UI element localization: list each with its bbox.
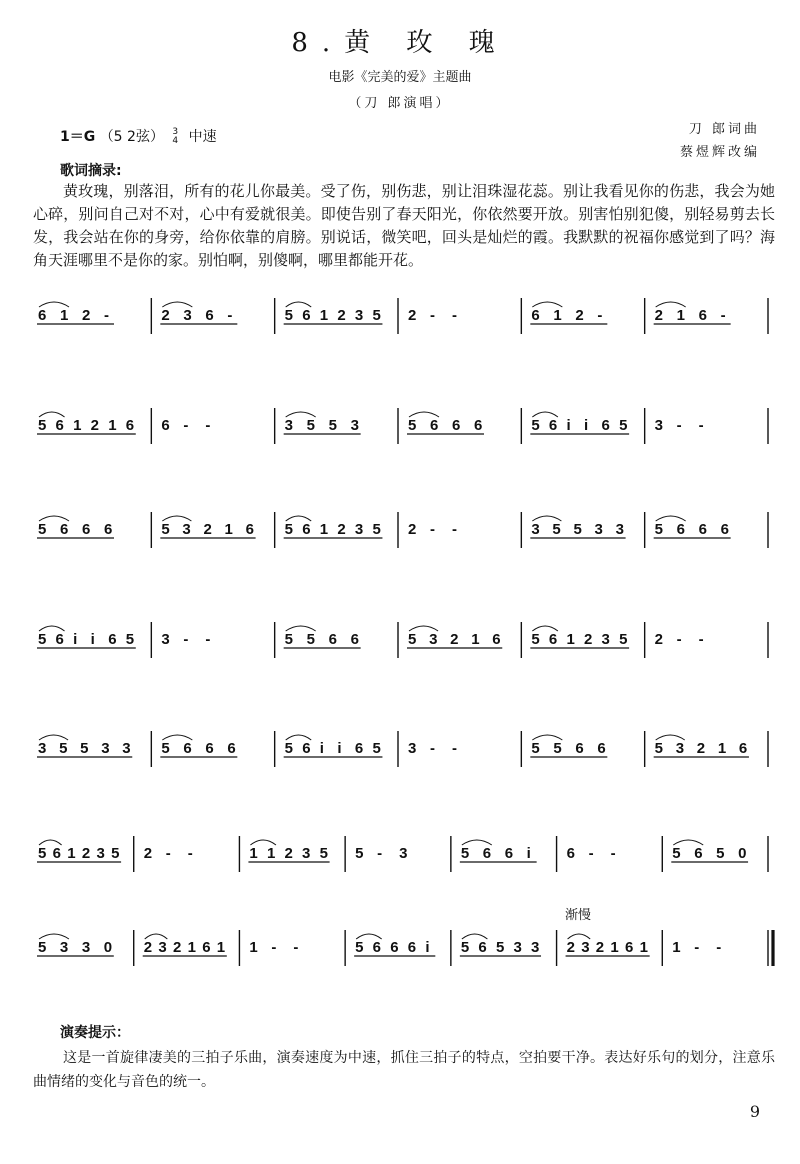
score-note: 1: [566, 631, 575, 648]
tuning-label: （5 2弦）: [99, 129, 164, 145]
song-subtitle: 电影《完美的爱》主题曲: [328, 70, 472, 85]
score-note: 1: [553, 307, 562, 324]
song-title: 8.黄 玫 瑰: [291, 28, 509, 58]
score-note: -: [676, 417, 682, 434]
score-note: 5: [619, 631, 628, 648]
score-note: 5: [372, 307, 381, 324]
score-note: -: [610, 845, 616, 862]
score-note: 2: [143, 939, 153, 956]
score-note: 1: [319, 521, 329, 538]
score-note: -: [698, 631, 704, 648]
score-note: 5: [408, 417, 417, 434]
score-note: 5: [319, 845, 328, 862]
score-note: 2: [82, 307, 91, 324]
score-note: -: [293, 939, 299, 956]
score-note: 2: [408, 307, 417, 324]
score-note: i: [526, 845, 531, 862]
score-note: 6: [698, 521, 708, 538]
score-note: 5: [460, 845, 470, 862]
score-note: 6: [566, 845, 575, 862]
score-note: -: [205, 417, 211, 434]
score-note: 6: [104, 521, 113, 538]
score-note: 1: [249, 845, 258, 862]
score-row-svg: [30, 508, 770, 552]
score-note: 1: [249, 939, 258, 956]
score-note: 3: [161, 631, 170, 648]
score-note: 6: [60, 521, 69, 538]
score-note: 6: [738, 740, 748, 757]
lyrics-heading: 歌词摘录:: [60, 163, 122, 179]
score-note: 3: [96, 845, 105, 862]
score-note: i: [319, 740, 324, 757]
score-note: 2: [172, 939, 182, 956]
score-note: 3: [513, 939, 522, 956]
score-note: 1: [672, 939, 681, 956]
performance-text: 这是一首旋律凄美的三拍子乐曲，演奏速度为中速，抓住三拍子的特点，空拍要干净。表达好乐句的划分，注意乐曲情绪的变化与音色的统一。: [33, 1050, 775, 1090]
score-note: 5: [531, 417, 540, 434]
score-note: 2: [337, 307, 346, 324]
score-note: 6: [676, 521, 686, 538]
score-note: 2: [584, 631, 593, 648]
score-note: 3: [601, 631, 610, 648]
score-note: -: [430, 307, 435, 324]
score-note: -: [452, 740, 457, 757]
score-note: 5: [355, 845, 364, 862]
score-note: 2: [450, 631, 459, 648]
score-note: 3: [531, 939, 540, 956]
time-signature: [172, 128, 178, 146]
score-note: 5: [328, 417, 338, 434]
score-note: 6: [452, 417, 461, 434]
score-note: 6: [474, 417, 483, 434]
score-note: 5: [355, 939, 364, 956]
score-note: 1: [224, 521, 233, 538]
score-note: -: [597, 307, 603, 324]
score-row-4: [30, 618, 770, 662]
score-note: 5: [531, 740, 540, 757]
score-row-svg: [30, 404, 770, 448]
score-note: -: [187, 845, 193, 862]
score-note: 6: [548, 631, 558, 648]
score-note: 3: [38, 740, 47, 757]
score-note: 5: [80, 740, 89, 757]
score-note: 6: [52, 845, 61, 862]
score-note: 5: [552, 521, 561, 538]
score-note: 6: [302, 521, 311, 538]
score-note: 6: [183, 740, 192, 757]
score-note: 2: [143, 845, 153, 862]
score-note: 2: [575, 307, 584, 324]
score-note: 5: [161, 740, 170, 757]
score-note: -: [720, 307, 726, 324]
performance-heading: 演奏提示：: [60, 1025, 130, 1041]
score-note: 3: [531, 521, 540, 538]
score-note: 5: [306, 631, 316, 648]
tempo-label: 中速: [188, 129, 217, 145]
score-note: 2: [654, 631, 664, 648]
score-note: 6: [430, 417, 439, 434]
score-note: 6: [302, 307, 311, 324]
score-note: 6: [478, 939, 487, 956]
score-note: 6: [407, 939, 417, 956]
score-row-7: [30, 908, 770, 970]
score-note: 5: [125, 631, 135, 648]
score-row-svg: [30, 727, 770, 771]
score-note: 5: [161, 521, 170, 538]
score-note: 3: [399, 845, 408, 862]
score-note: 5: [654, 740, 664, 757]
score-note: 3: [615, 521, 624, 538]
time-top: 3: [172, 127, 179, 137]
score-note: 6: [492, 631, 501, 648]
score-note: -: [377, 845, 383, 862]
score-note: 5: [372, 740, 381, 757]
score-row-svg: [30, 294, 770, 338]
score-note: 5: [38, 417, 47, 434]
score-note: -: [165, 845, 171, 862]
score-note: -: [430, 740, 435, 757]
score-row-svg: [30, 618, 770, 662]
score-note: 3: [284, 417, 294, 434]
score-note: 2: [337, 521, 346, 538]
score-note: 6: [531, 307, 540, 324]
score-note: 3: [158, 939, 167, 956]
score-note: 5: [306, 417, 316, 434]
score-note: -: [716, 939, 722, 956]
score-note: 5: [284, 631, 294, 648]
score-note: 1: [108, 417, 117, 434]
score-note: 3: [429, 631, 438, 648]
score-note: 2: [654, 307, 664, 324]
score-note: 3: [81, 939, 91, 956]
score-note: 6: [504, 845, 514, 862]
score-note: 1: [471, 631, 480, 648]
score-note: 6: [372, 939, 382, 956]
score-row-3: [30, 508, 770, 552]
score-note: 5: [372, 521, 381, 538]
score-note: -: [227, 307, 233, 324]
score-note: 5: [38, 939, 47, 956]
score-note: 1: [717, 740, 727, 757]
score-note: 6: [55, 631, 64, 648]
score-note: i: [90, 631, 95, 648]
score-note: 5: [38, 845, 47, 862]
score-note: -: [452, 521, 457, 538]
score-note: 3: [408, 740, 417, 757]
score-note: 1: [60, 307, 69, 324]
score-note: 1: [73, 417, 82, 434]
score-note: 5: [111, 845, 120, 862]
score-note: 6: [38, 307, 47, 324]
score-note: -: [104, 307, 109, 324]
score-note: 3: [654, 417, 664, 434]
score-note: 3: [183, 307, 192, 324]
score-note: 0: [103, 939, 113, 956]
score-note: 6: [108, 631, 117, 648]
score-note: 2: [161, 307, 170, 324]
score-note: -: [271, 939, 277, 956]
score-note: 6: [82, 521, 91, 538]
score-note: 5: [495, 939, 505, 956]
score-note: 6: [161, 417, 170, 434]
score-note: -: [694, 939, 700, 956]
score-note: 2: [696, 740, 706, 757]
score-note: 2: [284, 845, 293, 862]
score-note: 1: [216, 939, 226, 956]
score-note: 5: [553, 740, 562, 757]
score-note: i: [337, 740, 342, 757]
score-note: 3: [354, 307, 364, 324]
score-note: 1: [319, 307, 329, 324]
score-note: 6: [698, 307, 708, 324]
score-note: 2: [203, 521, 212, 538]
score-note: -: [676, 631, 682, 648]
score-note: -: [183, 417, 189, 434]
score-note: 3: [122, 740, 131, 757]
score-note: 6: [350, 631, 360, 648]
key-label: 1＝G: [60, 129, 96, 145]
score-note: 3: [182, 521, 191, 538]
score-note: 2: [595, 939, 605, 956]
ritardando-mark: 渐慢: [565, 908, 592, 923]
score-note: 3: [350, 417, 360, 434]
score-note: 6: [548, 417, 558, 434]
arranger-credit: 蔡煜辉改编: [679, 145, 760, 160]
score-row-5: [30, 727, 770, 771]
score-note: -: [430, 521, 435, 538]
score-note: 6: [205, 740, 214, 757]
page-number: 9: [749, 1102, 760, 1121]
score-note: 6: [601, 417, 610, 434]
score-note: 2: [81, 845, 91, 862]
score-note: 6: [575, 740, 584, 757]
score-note: 6: [625, 939, 634, 956]
score-note: 5: [619, 417, 628, 434]
score-note: 3: [59, 939, 69, 956]
score-note: 6: [125, 417, 135, 434]
score-note: 5: [531, 631, 540, 648]
score-note: 1: [610, 939, 619, 956]
score-note: 3: [675, 740, 685, 757]
score-note: 2: [90, 417, 100, 434]
score-note: 0: [738, 845, 747, 862]
score-note: 5: [573, 521, 582, 538]
score-note: 3: [594, 521, 603, 538]
score-note: 1: [266, 845, 276, 862]
key-signature: [60, 126, 217, 146]
score-note: 6: [205, 307, 214, 324]
score-note: 5: [654, 521, 664, 538]
singer-credit: （刀 郎演唱）: [348, 96, 452, 111]
score-note: 1: [639, 939, 649, 956]
score-note: 6: [720, 521, 730, 538]
score-note: 3: [354, 521, 364, 538]
score-note: 6: [354, 740, 364, 757]
score-note: 5: [716, 845, 725, 862]
score-note: 5: [59, 740, 68, 757]
score-note: 1: [67, 845, 76, 862]
score-note: 6: [245, 521, 254, 538]
score-note: 1: [187, 939, 196, 956]
score-note: 5: [284, 521, 294, 538]
composer-credit: 刀 郎词曲: [688, 122, 760, 137]
score-note: 6: [694, 845, 703, 862]
score-note: -: [205, 631, 211, 648]
score-note: 6: [328, 631, 338, 648]
score-row-svg: [30, 832, 770, 876]
score-note: i: [73, 631, 78, 648]
time-bottom: 4: [172, 136, 179, 146]
score-note: -: [588, 845, 594, 862]
lyrics-text: 黄玫瑰，别落泪，所有的花儿你最美。受了伤，别伤悲，别让泪珠湿花蕊。别让我看见你的伤悲，我会为她心碎，别问自己对不对，心中有爱就很美。即使告别了春天阳光，你依然要开放。别害怕别犯傻，别轻易剪去长发，我会站在你的身旁，给你依靠的肩膀。别说话，微笑吧，回头是灿烂的霞。我默默的祝福你感觉到了吗？海角天涯哪里不是你的家。别怕啊，别傻啊，哪里都能开花。: [33, 182, 775, 269]
score-note: -: [452, 307, 457, 324]
score-note: 6: [202, 939, 211, 956]
score-note: -: [698, 417, 704, 434]
score-note: 3: [302, 845, 311, 862]
score-row-6: [30, 832, 770, 876]
score-note: i: [425, 939, 430, 956]
score-note: 6: [55, 417, 64, 434]
score-note: 2: [408, 521, 417, 538]
score-note: i: [566, 417, 571, 434]
score-note: 5: [284, 307, 294, 324]
score-note: 3: [581, 939, 590, 956]
score-note: 6: [390, 939, 399, 956]
score-note: 1: [676, 307, 686, 324]
score-note: 6: [302, 740, 311, 757]
score-note: 5: [672, 845, 681, 862]
score-note: 5: [284, 740, 294, 757]
score-row-1: [30, 294, 770, 338]
score-note: 5: [460, 939, 470, 956]
credits-block: [680, 118, 760, 164]
score-note: 3: [101, 740, 110, 757]
score-note: 6: [227, 740, 236, 757]
score-row-2: [30, 404, 770, 448]
score-note: 6: [482, 845, 492, 862]
score-note: 2: [566, 939, 575, 956]
score-note: i: [584, 417, 589, 434]
score-row-svg: [30, 926, 770, 970]
score-note: 6: [597, 740, 606, 757]
score-note: -: [183, 631, 189, 648]
score-note: 5: [408, 631, 417, 648]
score-note: 5: [38, 631, 47, 648]
score-note: 5: [38, 521, 47, 538]
